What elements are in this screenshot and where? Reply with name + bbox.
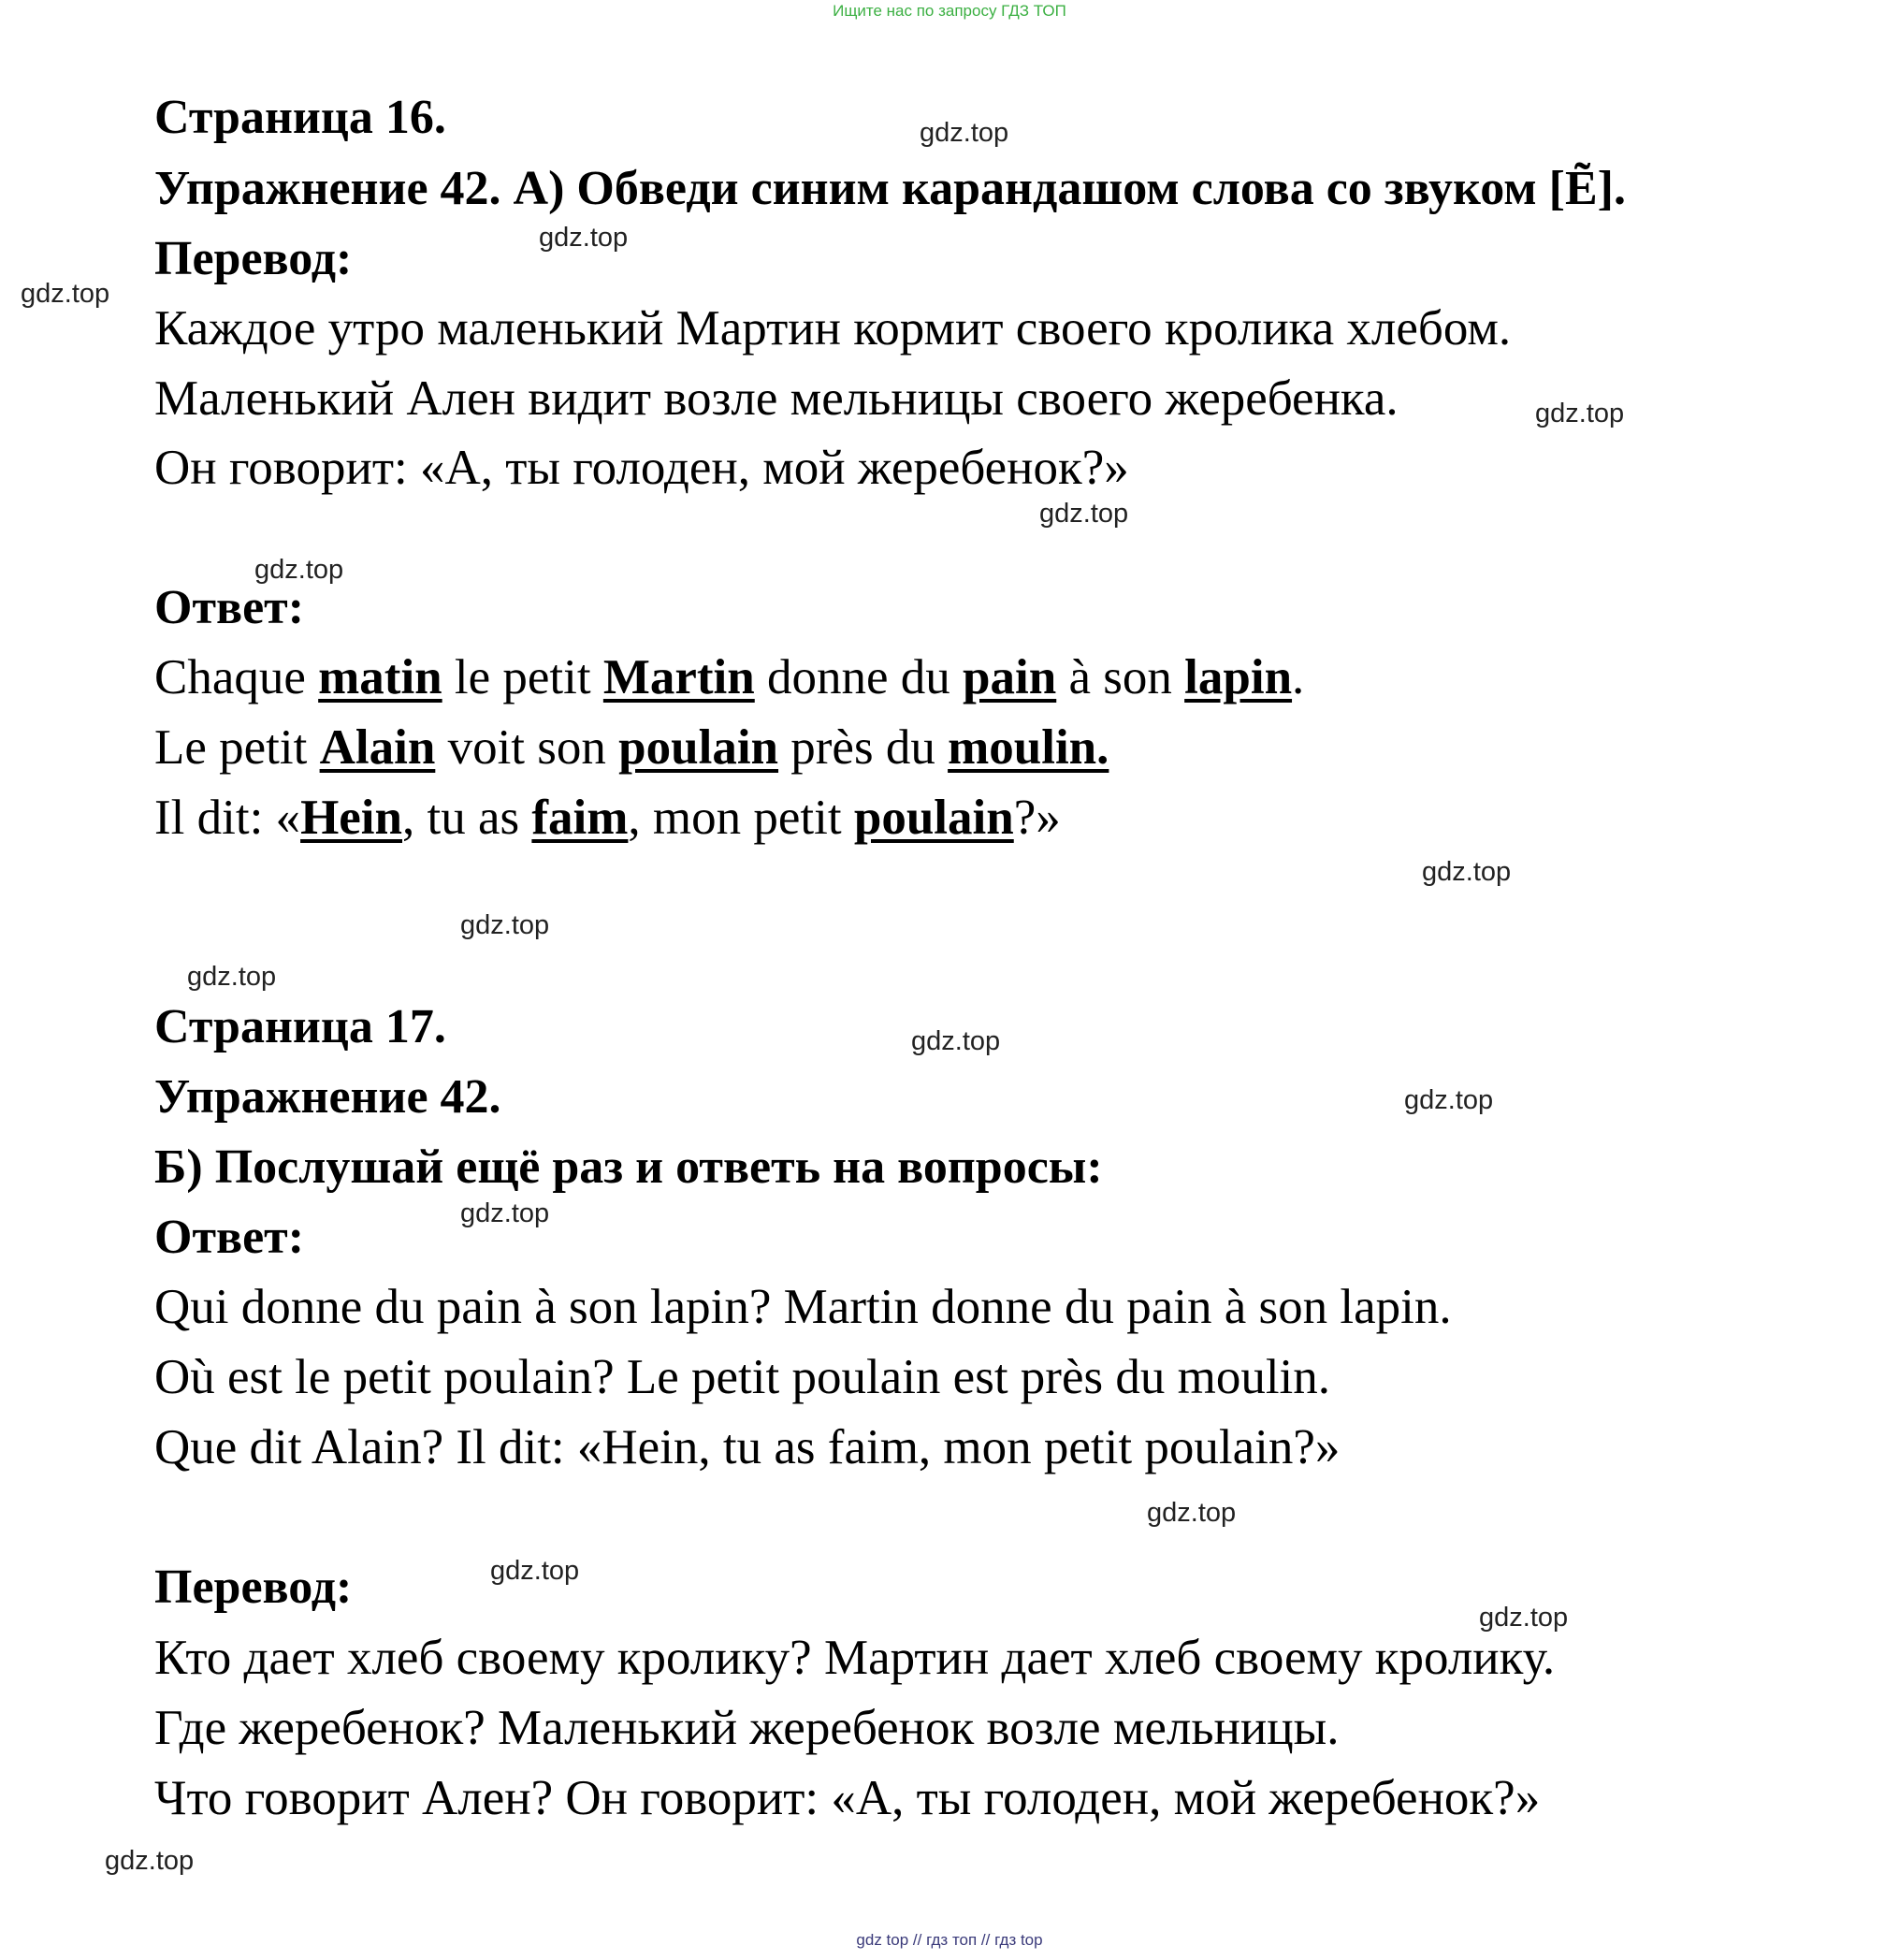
watermark: gdz.top [490,1556,580,1586]
watermark: gdz.top [1039,499,1129,529]
answer-heading-1: Ответ: [154,581,305,634]
circled-word: Martin [602,650,755,704]
watermark: gdz.top [254,555,344,585]
circled-word: pain [963,650,1057,704]
circled-word: Alain [319,720,436,775]
answer-text: , mon petit [628,791,854,845]
watermark: gdz.top [1422,857,1512,887]
answer-text: près du [778,720,949,775]
answer-line-1 [154,650,1305,704]
answer-text: Chaque [154,650,319,704]
watermark: gdz.top [105,1846,195,1876]
answer-text: Il dit: « [154,791,301,845]
circled-word: lapin [1184,650,1293,704]
translation-line-ru-1: Кто дает хлеб своему кролику? Мартин дает хлеб своему кролику. [154,1631,1556,1685]
answer-line-fr-3: Que dit Alain? Il dit: «Hein, tu as faim, mon petit poulain?» [154,1420,1341,1474]
circled-word: Hein [300,791,403,845]
answer-text: Le petit [154,720,320,775]
exercise-title-42: Упражнение 42. [154,1070,501,1124]
watermark: gdz.top [911,1026,1001,1056]
watermark: gdz.top [920,118,1009,148]
top-banner[interactable]: Ищите нас по запросу ГДЗ ТОП [833,2,1066,20]
watermark: gdz.top [460,1198,550,1228]
translation-line-3: Он говорит: «А, ты голоден, мой жеребенок?» [154,441,1129,495]
watermark: gdz.top [187,962,277,992]
watermark: gdz.top [1404,1085,1494,1115]
circled-word: matin [318,650,442,704]
watermark: gdz.top [21,279,110,309]
answer-line-3 [154,793,1061,843]
answer-text: ?» [1013,791,1061,845]
translation-line-ru-2: Где жеребенок? Маленький жеребенок возле мельницы. [154,1701,1340,1755]
watermark: gdz.top [460,910,550,940]
watermark: gdz.top [539,223,629,253]
answer-line-fr-1: Qui donne du pain à son lapin? Martin donne du pain à son lapin. [154,1280,1452,1334]
answer-heading-2: Ответ: [154,1211,305,1264]
answer-text: voit son [435,720,619,775]
circled-word: moulin. [948,720,1109,775]
watermark: gdz.top [1535,399,1625,428]
circled-word: poulain [618,720,779,775]
translation-heading-2: Перевод: [154,1561,353,1614]
translation-line-1: Каждое утро маленький Мартин кормит своего кролика хлебом. [154,301,1512,356]
circled-word: poulain [853,791,1014,845]
watermark: gdz.top [1479,1603,1569,1633]
circled-word: faim [531,791,629,845]
translation-line-2: Маленький Ален видит возле мельницы своего жеребенка. [154,371,1399,426]
answer-text: , tu as [402,791,532,845]
page-title-16: Страница 16. [154,91,446,144]
answer-text: donne du [754,650,964,704]
answer-text: . [1292,650,1305,704]
exercise-title-42a: Упражнение 42. А) Обведи синим карандашом слова со звуком [Ẽ]. [154,162,1626,215]
answer-line-2 [154,720,1109,775]
task-title-b: Б) Послушай ещё раз и ответь на вопросы: [154,1140,1103,1194]
translation-line-ru-3: Что говорит Ален? Он говорит: «А, ты голоден, мой жеребенок?» [154,1771,1541,1825]
watermark: gdz.top [1147,1498,1237,1528]
answer-text: le petit [442,650,603,704]
translation-heading-1: Перевод: [154,232,353,285]
page-title-17: Страница 17. [154,1000,446,1053]
footer-watermark: gdz top // гдз топ // гдз top [856,1931,1043,1949]
answer-text: à son [1056,650,1185,704]
answer-line-fr-2: Où est le petit poulain? Le petit poulain est près du moulin. [154,1350,1331,1404]
